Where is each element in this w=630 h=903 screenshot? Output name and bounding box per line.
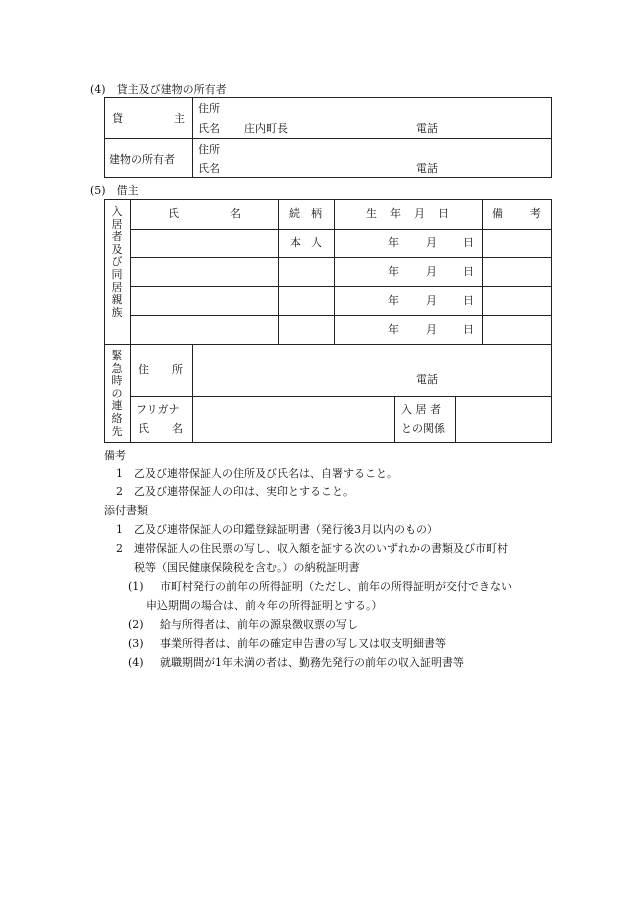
- sub-2-num: (2): [128, 618, 144, 631]
- lender-label-a: 貸: [112, 112, 123, 125]
- date-year: 年: [388, 323, 399, 336]
- emergency-phone-label: 電話: [416, 373, 438, 386]
- sub-1-num: (1): [128, 580, 144, 593]
- emergency-name-a: 氏: [138, 422, 149, 435]
- emergency-address-b: 所: [172, 363, 183, 376]
- date-year: 年: [388, 294, 399, 307]
- owner-label: 建物の所有者: [109, 153, 175, 166]
- attachments-heading: 添付書類: [104, 504, 148, 517]
- emergency-vertical-label: 緊急時の連絡先: [111, 349, 123, 438]
- lender-label-b: 主: [174, 112, 185, 125]
- owner-phone-label: 電話: [416, 162, 438, 175]
- self-label-a: 本: [290, 236, 301, 249]
- sub-1-line1: 市町村発行の前年の所得証明（ただし、前年の所得証明が交付できない: [160, 580, 512, 593]
- date-year: 年: [388, 236, 399, 249]
- date-month: 月: [426, 294, 437, 307]
- lender-name-value: 庄内町長: [244, 122, 288, 135]
- col-name-b: 名: [230, 207, 241, 220]
- col-remarks-a: 備: [492, 207, 503, 220]
- section4-heading: (4) 貸主及び建物の所有者: [90, 83, 227, 96]
- relation-label-line1: 入 居 者: [401, 403, 441, 416]
- lender-name-label: 氏名: [198, 122, 220, 135]
- owner-name-label: 氏名: [198, 162, 220, 175]
- furigana-label: フリガナ: [136, 403, 180, 416]
- owner-address-label: 住所: [198, 143, 220, 156]
- attachment-2-line1: 連帯保証人の住民票の写し、収入額を証する次のいずれかの書類及び市町村: [134, 542, 508, 555]
- notes-heading: 備考: [104, 449, 126, 462]
- col-relation-a: 続: [289, 207, 300, 220]
- col-birth-2: 年: [390, 207, 401, 220]
- attachment-2-line2: 税等（国民健康保険税を含む。）の納税証明書: [134, 561, 360, 574]
- col-name-a: 氏: [168, 207, 179, 220]
- attachment-2-num: 2: [116, 542, 123, 555]
- col-remarks-b: 考: [530, 207, 541, 220]
- col-birth-4: 日: [438, 207, 449, 220]
- attachment-1-num: 1: [116, 523, 123, 536]
- sub-1-line2: 申込期間の場合は、前々年の所得証明とする。）: [146, 599, 383, 612]
- residents-vertical-label: 入居者及び同居親族: [111, 205, 123, 319]
- date-day: 日: [463, 265, 474, 278]
- date-day: 日: [463, 323, 474, 336]
- date-day: 日: [463, 294, 474, 307]
- date-month: 月: [426, 236, 437, 249]
- sub-3-line1: 事業所得者は、前年の確定申告書の写し又は収支明細書等: [160, 637, 446, 650]
- note-1-num: 1: [116, 467, 123, 480]
- date-year: 年: [388, 265, 399, 278]
- date-month: 月: [426, 323, 437, 336]
- date-month: 月: [426, 265, 437, 278]
- relation-label-line2: との関係: [401, 422, 445, 435]
- lender-phone-label: 電話: [416, 122, 438, 135]
- note-1-text: 乙及び連帯保証人の住所及び氏名は、自署すること。: [134, 467, 398, 480]
- self-label-b: 人: [311, 236, 322, 249]
- emergency-name-b: 名: [172, 422, 183, 435]
- sub-2-line1: 給与所得者は、前年の源泉徴収票の写し: [160, 618, 358, 631]
- date-day: 日: [463, 236, 474, 249]
- sub-3-num: (3): [128, 637, 144, 650]
- note-2-text: 乙及び連帯保証人の印は、実印とすること。: [134, 485, 354, 498]
- col-birth-3: 月: [414, 207, 425, 220]
- emergency-address-a: 住: [138, 363, 149, 376]
- note-2-num: 2: [116, 485, 123, 498]
- sub-4-line1: 就職期間が1年未満の者は、勤務先発行の前年の収入証明書等: [160, 656, 464, 669]
- section5-heading: (5) 借主: [90, 184, 139, 197]
- col-relation-b: 柄: [311, 207, 322, 220]
- lender-address-label: 住所: [198, 102, 220, 115]
- attachment-1-text: 乙及び連帯保証人の印鑑登録証明書（発行後3月以内のもの）: [134, 523, 438, 536]
- col-birth-1: 生: [366, 207, 377, 220]
- sub-4-num: (4): [128, 656, 144, 669]
